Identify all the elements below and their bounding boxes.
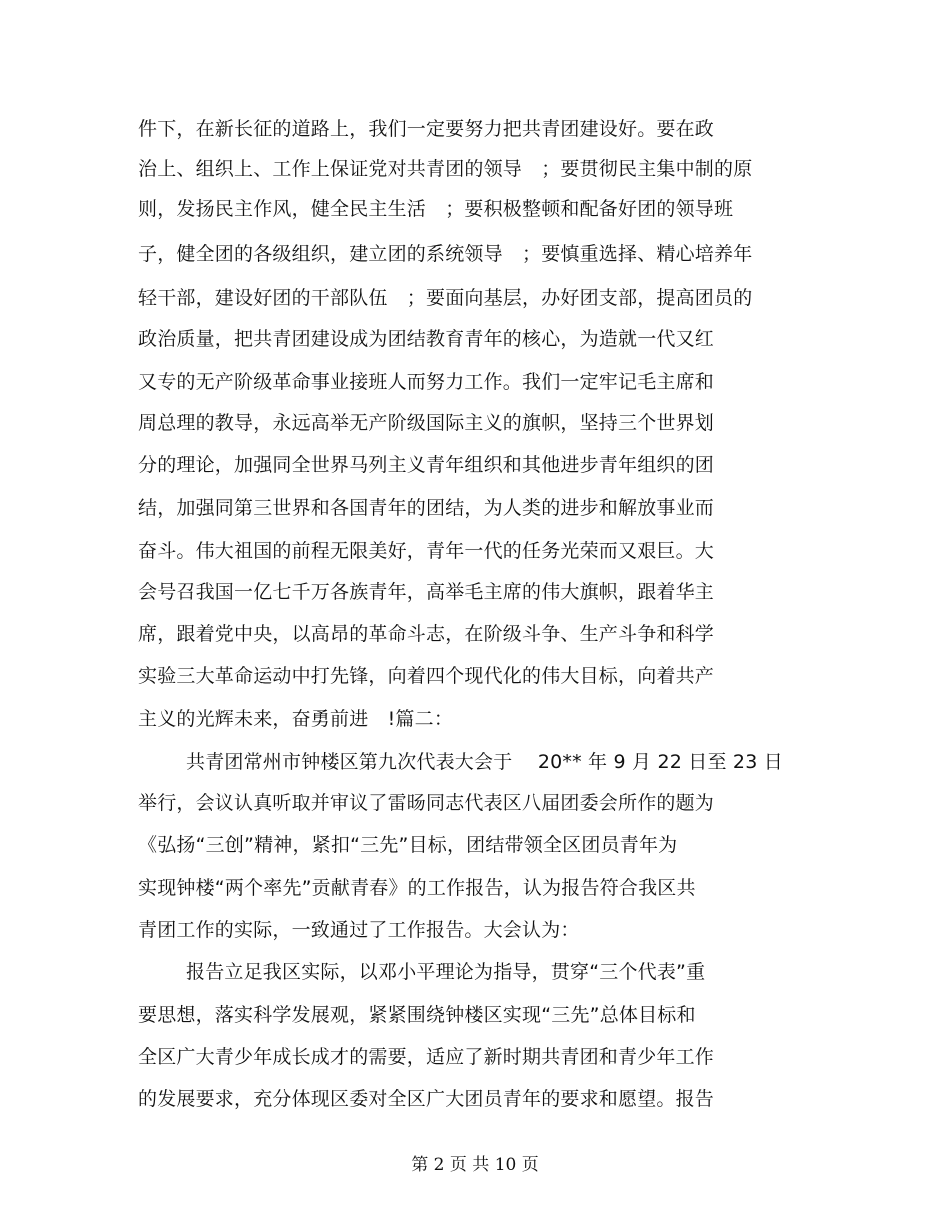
body-text-line: 奋斗。伟大祖国的前程无限美好，青年一代的任务光荣而又艰巨。大 — [138, 540, 715, 562]
body-text-line: 全区广大青少年成长成才的需要，适应了新时期共青团和青少年工作 — [138, 1046, 715, 1068]
body-text-line: 周总理的教导，永远高举无产阶级国际主义的旗帜，坚持三个世界划 — [138, 412, 715, 434]
page-number-footer: 第 2 页 共 10 页 — [411, 1155, 539, 1175]
body-text-line: 子，健全团的各级组织，建立团的系统领导 ；要慎重选择、精心培养年 — [138, 243, 753, 265]
body-text-line: 实现钟楼“两个率先”贡献青春》的工作报告，认为报告符合我区共 — [138, 877, 696, 899]
body-text-line: 实验三大革命运动中打先锋，向着四个现代化的伟大目标，向着共产 — [138, 665, 715, 687]
body-text-line: 青团工作的实际，一致通过了工作报告。大会认为： — [138, 919, 580, 941]
body-text-line: 又专的无产阶级革命事业接班人而努力工作。我们一定牢记毛主席和 — [138, 371, 715, 393]
paragraph-start-line: 报告立足我区实际，以邓小平理论为指导，贯穿“三个代表”重 — [186, 961, 706, 983]
body-text-line: 治上、组织上、工作上保证党对共青团的领导 ；要贯彻民主集中制的原 — [138, 158, 753, 180]
body-text-line: 的发展要求，充分体现区委对全区广大团员青年的要求和愿望。报告 — [138, 1088, 715, 1110]
body-text-line: 轻干部，建设好团的干部队伍 ；要面向基层，办好团支部，提高团员的 — [138, 287, 753, 309]
body-text-line: 《弘扬“三创”精神，紧扣“三先”目标，团结带领全区团员青年为 — [138, 834, 678, 856]
body-text-line: 要思想，落实科学发展观，紧紧围绕钟楼区实现“三先”总体目标和 — [138, 1004, 696, 1026]
body-text-line: 结，加强同第三世界和各国青年的团结，为人类的进步和解放事业而 — [138, 497, 715, 519]
body-text-line: 举行，会议认真听取并审议了雷旸同志代表区八届团委会所作的题为 — [138, 792, 715, 814]
body-text-line: 分的理论，加强同全世界马列主义青年组织和其他进步青年组织的团 — [138, 454, 715, 476]
body-text-line: 则，发扬民主作风，健全民主生活 ；要积极整顿和配备好团的领导班 — [138, 198, 734, 220]
body-text-line: 主义的光辉未来，奋勇前进 !篇二： — [138, 708, 454, 730]
paragraph-start-line: 共青团常州市钟楼区第九次代表大会于 20** 年 9 月 22 日至 23 日 — [186, 751, 783, 773]
body-text-line: 政治质量，把共青团建设成为团结教育青年的核心，为造就一代又红 — [138, 328, 715, 350]
body-text-line: 件下，在新长征的道路上，我们一定要努力把共青团建设好。要在政 — [138, 118, 715, 140]
body-text-line: 会号召我国一亿七千万各族青年，高举毛主席的伟大旗帜，跟着华主 — [138, 581, 715, 603]
body-text-line: 席，跟着党中央，以高昂的革命斗志，在阶级斗争、生产斗争和科学 — [138, 623, 715, 645]
